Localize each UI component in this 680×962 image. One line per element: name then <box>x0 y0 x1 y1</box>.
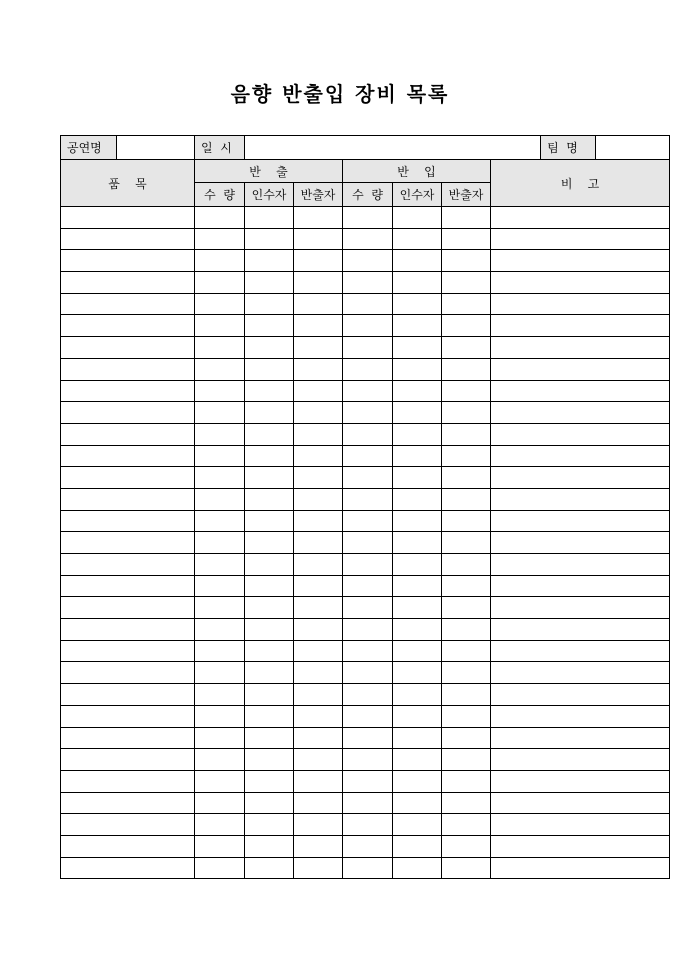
in-sender-cell[interactable] <box>442 662 491 684</box>
out-quantity-header: 수 량 <box>195 183 245 207</box>
table-row <box>61 510 670 532</box>
out-sender-cell[interactable] <box>294 727 343 749</box>
item-cell[interactable] <box>61 749 195 771</box>
in-sender-cell[interactable] <box>442 554 491 576</box>
item-cell[interactable] <box>61 423 195 445</box>
in-quantity-cell[interactable] <box>343 814 393 836</box>
remarks-cell[interactable] <box>491 467 670 489</box>
in-receiver-cell[interactable] <box>393 315 442 337</box>
out-receiver-cell[interactable] <box>245 684 294 706</box>
out-receiver-cell[interactable] <box>245 337 294 359</box>
in-quantity-cell[interactable] <box>343 228 393 250</box>
table-row <box>61 749 670 771</box>
item-cell[interactable] <box>61 814 195 836</box>
table-row <box>61 207 670 229</box>
item-cell[interactable] <box>61 293 195 315</box>
in-receiver-cell[interactable] <box>393 445 442 467</box>
out-sender-cell[interactable] <box>294 835 343 857</box>
out-quantity-cell[interactable] <box>195 727 245 749</box>
in-receiver-cell[interactable] <box>393 749 442 771</box>
in-sender-cell[interactable] <box>442 358 491 380</box>
out-quantity-cell[interactable] <box>195 554 245 576</box>
in-sender-cell[interactable] <box>442 402 491 424</box>
table-row <box>61 835 670 857</box>
out-sender-cell[interactable] <box>294 228 343 250</box>
in-sender-cell[interactable] <box>442 857 491 879</box>
item-cell[interactable] <box>61 510 195 532</box>
in-quantity-cell[interactable] <box>343 619 393 641</box>
team-field[interactable] <box>596 136 670 160</box>
item-cell[interactable] <box>61 619 195 641</box>
in-quantity-cell[interactable] <box>343 770 393 792</box>
out-quantity-cell[interactable] <box>195 575 245 597</box>
table-row <box>61 337 670 359</box>
in-quantity-cell[interactable] <box>343 315 393 337</box>
table-row <box>61 272 670 294</box>
item-cell[interactable] <box>61 358 195 380</box>
in-receiver-header: 인수자 <box>393 183 442 207</box>
in-receiver-cell[interactable] <box>393 510 442 532</box>
out-receiver-cell[interactable] <box>245 488 294 510</box>
in-quantity-cell[interactable] <box>343 445 393 467</box>
out-quantity-cell[interactable] <box>195 315 245 337</box>
info-row <box>61 136 670 160</box>
in-sender-cell[interactable] <box>442 705 491 727</box>
header-row-1 <box>61 160 670 183</box>
out-receiver-cell[interactable] <box>245 272 294 294</box>
table-row <box>61 619 670 641</box>
in-quantity-cell[interactable] <box>343 532 393 554</box>
out-sender-cell[interactable] <box>294 337 343 359</box>
in-quantity-cell[interactable] <box>343 467 393 489</box>
remarks-cell[interactable] <box>491 207 670 229</box>
table-row <box>61 792 670 814</box>
table-row <box>61 684 670 706</box>
item-cell[interactable] <box>61 250 195 272</box>
out-quantity-cell[interactable] <box>195 380 245 402</box>
out-sender-cell[interactable] <box>294 272 343 294</box>
performance-label: 공연명 <box>61 136 117 160</box>
out-quantity-cell[interactable] <box>195 423 245 445</box>
in-sender-cell[interactable] <box>442 749 491 771</box>
remarks-cell[interactable] <box>491 337 670 359</box>
table-row <box>61 705 670 727</box>
out-receiver-cell[interactable] <box>245 814 294 836</box>
in-receiver-cell[interactable] <box>393 250 442 272</box>
table-row <box>61 358 670 380</box>
table-row <box>61 857 670 879</box>
in-receiver-cell[interactable] <box>393 770 442 792</box>
performance-field[interactable] <box>117 136 195 160</box>
out-sender-cell[interactable] <box>294 770 343 792</box>
in-sender-cell[interactable] <box>442 510 491 532</box>
out-receiver-cell[interactable] <box>245 705 294 727</box>
table-row <box>61 293 670 315</box>
item-cell[interactable] <box>61 792 195 814</box>
item-cell[interactable] <box>61 835 195 857</box>
item-cell[interactable] <box>61 207 195 229</box>
table-row <box>61 423 670 445</box>
remarks-cell[interactable] <box>491 770 670 792</box>
in-sender-cell[interactable] <box>442 684 491 706</box>
out-sender-cell[interactable] <box>294 293 343 315</box>
table-row <box>61 402 670 424</box>
remarks-cell[interactable] <box>491 532 670 554</box>
in-group-header: 반 입 <box>343 160 491 183</box>
out-receiver-cell[interactable] <box>245 467 294 489</box>
team-label: 팀 명 <box>541 136 596 160</box>
out-quantity-cell[interactable] <box>195 597 245 619</box>
out-receiver-cell[interactable] <box>245 835 294 857</box>
out-sender-cell[interactable] <box>294 445 343 467</box>
page-title: 음향 반출입 장비 목록 <box>230 82 450 106</box>
out-receiver-cell[interactable] <box>245 619 294 641</box>
in-quantity-cell[interactable] <box>343 510 393 532</box>
item-cell[interactable] <box>61 272 195 294</box>
in-receiver-cell[interactable] <box>393 207 442 229</box>
in-receiver-cell[interactable] <box>393 727 442 749</box>
table-row <box>61 554 670 576</box>
out-quantity-cell[interactable] <box>195 488 245 510</box>
out-receiver-cell[interactable] <box>245 532 294 554</box>
out-quantity-cell[interactable] <box>195 770 245 792</box>
remarks-cell[interactable] <box>491 250 670 272</box>
table-row <box>61 315 670 337</box>
out-receiver-cell[interactable] <box>245 445 294 467</box>
item-header: 품 목 <box>61 160 195 207</box>
in-quantity-cell[interactable] <box>343 727 393 749</box>
item-cell[interactable] <box>61 488 195 510</box>
out-sender-cell[interactable] <box>294 207 343 229</box>
out-receiver-cell[interactable] <box>245 662 294 684</box>
out-receiver-cell[interactable] <box>245 554 294 576</box>
out-receiver-header: 인수자 <box>245 183 294 207</box>
remarks-cell[interactable] <box>491 857 670 879</box>
out-quantity-cell[interactable] <box>195 532 245 554</box>
in-receiver-cell[interactable] <box>393 814 442 836</box>
out-receiver-cell[interactable] <box>245 597 294 619</box>
in-receiver-cell[interactable] <box>393 272 442 294</box>
equipment-table <box>60 135 670 879</box>
item-cell[interactable] <box>61 857 195 879</box>
out-receiver-cell[interactable] <box>245 857 294 879</box>
out-receiver-cell[interactable] <box>245 207 294 229</box>
remarks-cell[interactable] <box>491 402 670 424</box>
in-quantity-cell[interactable] <box>343 250 393 272</box>
in-quantity-cell[interactable] <box>343 749 393 771</box>
in-receiver-cell[interactable] <box>393 640 442 662</box>
in-receiver-cell[interactable] <box>393 835 442 857</box>
out-sender-cell[interactable] <box>294 532 343 554</box>
table-row <box>61 532 670 554</box>
in-receiver-cell[interactable] <box>393 467 442 489</box>
out-quantity-cell[interactable] <box>195 640 245 662</box>
table-row <box>61 467 670 489</box>
item-cell[interactable] <box>61 705 195 727</box>
in-quantity-cell[interactable] <box>343 488 393 510</box>
in-receiver-cell[interactable] <box>393 619 442 641</box>
in-receiver-cell[interactable] <box>393 532 442 554</box>
out-receiver-cell[interactable] <box>245 293 294 315</box>
in-receiver-cell[interactable] <box>393 597 442 619</box>
item-cell[interactable] <box>61 554 195 576</box>
out-receiver-cell[interactable] <box>245 575 294 597</box>
item-cell[interactable] <box>61 597 195 619</box>
datetime-field[interactable] <box>245 136 541 160</box>
in-quantity-cell[interactable] <box>343 207 393 229</box>
table-row <box>61 228 670 250</box>
in-quantity-cell[interactable] <box>343 662 393 684</box>
out-receiver-cell[interactable] <box>245 770 294 792</box>
in-quantity-cell[interactable] <box>343 575 393 597</box>
out-quantity-cell[interactable] <box>195 250 245 272</box>
in-quantity-cell[interactable] <box>343 402 393 424</box>
remarks-cell[interactable] <box>491 488 670 510</box>
item-cell[interactable] <box>61 662 195 684</box>
out-sender-cell[interactable] <box>294 857 343 879</box>
in-quantity-cell[interactable] <box>343 640 393 662</box>
table-row <box>61 488 670 510</box>
in-receiver-cell[interactable] <box>393 554 442 576</box>
remarks-cell[interactable] <box>491 272 670 294</box>
out-sender-cell[interactable] <box>294 423 343 445</box>
item-cell[interactable] <box>61 727 195 749</box>
remarks-cell[interactable] <box>491 510 670 532</box>
datetime-label: 일 시 <box>195 136 245 160</box>
in-receiver-cell[interactable] <box>393 857 442 879</box>
out-quantity-cell[interactable] <box>195 228 245 250</box>
item-cell[interactable] <box>61 532 195 554</box>
remarks-cell[interactable] <box>491 727 670 749</box>
in-quantity-cell[interactable] <box>343 684 393 706</box>
remarks-cell[interactable] <box>491 705 670 727</box>
in-receiver-cell[interactable] <box>393 662 442 684</box>
item-cell[interactable] <box>61 228 195 250</box>
out-quantity-cell[interactable] <box>195 619 245 641</box>
out-quantity-cell[interactable] <box>195 684 245 706</box>
remarks-cell[interactable] <box>491 619 670 641</box>
remarks-cell[interactable] <box>491 662 670 684</box>
out-receiver-cell[interactable] <box>245 423 294 445</box>
in-sender-cell[interactable] <box>442 467 491 489</box>
out-sender-cell[interactable] <box>294 554 343 576</box>
out-sender-cell[interactable] <box>294 358 343 380</box>
in-receiver-cell[interactable] <box>393 684 442 706</box>
remarks-cell[interactable] <box>491 445 670 467</box>
remarks-cell[interactable] <box>491 792 670 814</box>
in-quantity-cell[interactable] <box>343 835 393 857</box>
in-sender-cell[interactable] <box>442 488 491 510</box>
table-row <box>61 597 670 619</box>
in-receiver-cell[interactable] <box>393 380 442 402</box>
out-sender-cell[interactable] <box>294 684 343 706</box>
in-sender-cell[interactable] <box>442 619 491 641</box>
in-receiver-cell[interactable] <box>393 575 442 597</box>
out-quantity-cell[interactable] <box>195 662 245 684</box>
in-sender-cell[interactable] <box>442 445 491 467</box>
remarks-cell[interactable] <box>491 293 670 315</box>
in-receiver-cell[interactable] <box>393 293 442 315</box>
remarks-cell[interactable] <box>491 358 670 380</box>
out-receiver-cell[interactable] <box>245 315 294 337</box>
out-sender-cell[interactable] <box>294 250 343 272</box>
table-row <box>61 445 670 467</box>
in-quantity-cell[interactable] <box>343 358 393 380</box>
in-quantity-cell[interactable] <box>343 380 393 402</box>
item-cell[interactable] <box>61 640 195 662</box>
table-row <box>61 575 670 597</box>
out-sender-cell[interactable] <box>294 705 343 727</box>
item-cell[interactable] <box>61 337 195 359</box>
in-sender-cell[interactable] <box>442 293 491 315</box>
out-sender-cell[interactable] <box>294 640 343 662</box>
in-quantity-cell[interactable] <box>343 792 393 814</box>
remarks-cell[interactable] <box>491 315 670 337</box>
remarks-cell[interactable] <box>491 684 670 706</box>
remarks-cell[interactable] <box>491 597 670 619</box>
out-quantity-cell[interactable] <box>195 293 245 315</box>
remarks-cell[interactable] <box>491 835 670 857</box>
table-row <box>61 640 670 662</box>
out-sender-cell[interactable] <box>294 510 343 532</box>
in-receiver-cell[interactable] <box>393 228 442 250</box>
in-receiver-cell[interactable] <box>393 337 442 359</box>
in-receiver-cell[interactable] <box>393 423 442 445</box>
remarks-cell[interactable] <box>491 554 670 576</box>
out-receiver-cell[interactable] <box>245 228 294 250</box>
out-quantity-cell[interactable] <box>195 749 245 771</box>
out-sender-header: 반출자 <box>294 183 343 207</box>
in-sender-cell[interactable] <box>442 315 491 337</box>
in-sender-cell[interactable] <box>442 575 491 597</box>
out-quantity-cell[interactable] <box>195 814 245 836</box>
remarks-cell[interactable] <box>491 228 670 250</box>
out-quantity-cell[interactable] <box>195 337 245 359</box>
item-cell[interactable] <box>61 402 195 424</box>
out-quantity-cell[interactable] <box>195 402 245 424</box>
item-cell[interactable] <box>61 575 195 597</box>
in-sender-cell[interactable] <box>442 532 491 554</box>
in-sender-cell[interactable] <box>442 228 491 250</box>
out-receiver-cell[interactable] <box>245 640 294 662</box>
out-quantity-cell[interactable] <box>195 207 245 229</box>
out-sender-cell[interactable] <box>294 597 343 619</box>
in-receiver-cell[interactable] <box>393 792 442 814</box>
out-quantity-cell[interactable] <box>195 467 245 489</box>
remarks-header: 비 고 <box>491 160 670 207</box>
item-cell[interactable] <box>61 445 195 467</box>
table-row <box>61 727 670 749</box>
out-receiver-cell[interactable] <box>245 727 294 749</box>
out-quantity-cell[interactable] <box>195 272 245 294</box>
out-sender-cell[interactable] <box>294 467 343 489</box>
item-cell[interactable] <box>61 315 195 337</box>
out-sender-cell[interactable] <box>294 662 343 684</box>
in-sender-cell[interactable] <box>442 380 491 402</box>
out-receiver-cell[interactable] <box>245 402 294 424</box>
in-quantity-cell[interactable] <box>343 857 393 879</box>
table-row <box>61 814 670 836</box>
remarks-cell[interactable] <box>491 423 670 445</box>
out-receiver-cell[interactable] <box>245 510 294 532</box>
in-quantity-cell[interactable] <box>343 554 393 576</box>
out-quantity-cell[interactable] <box>195 705 245 727</box>
out-receiver-cell[interactable] <box>245 792 294 814</box>
item-cell[interactable] <box>61 684 195 706</box>
in-sender-header: 반출자 <box>442 183 491 207</box>
in-sender-cell[interactable] <box>442 250 491 272</box>
in-quantity-cell[interactable] <box>343 293 393 315</box>
in-sender-cell[interactable] <box>442 207 491 229</box>
table-row <box>61 250 670 272</box>
in-receiver-cell[interactable] <box>393 358 442 380</box>
out-receiver-cell[interactable] <box>245 749 294 771</box>
in-receiver-cell[interactable] <box>393 705 442 727</box>
in-quantity-cell[interactable] <box>343 272 393 294</box>
out-quantity-cell[interactable] <box>195 445 245 467</box>
out-sender-cell[interactable] <box>294 749 343 771</box>
out-sender-cell[interactable] <box>294 814 343 836</box>
item-cell[interactable] <box>61 770 195 792</box>
out-receiver-cell[interactable] <box>245 380 294 402</box>
in-quantity-cell[interactable] <box>343 705 393 727</box>
item-cell[interactable] <box>61 380 195 402</box>
remarks-cell[interactable] <box>491 640 670 662</box>
out-sender-cell[interactable] <box>294 488 343 510</box>
out-group-header: 반 출 <box>195 160 343 183</box>
in-quantity-cell[interactable] <box>343 423 393 445</box>
in-receiver-cell[interactable] <box>393 488 442 510</box>
in-quantity-cell[interactable] <box>343 597 393 619</box>
remarks-cell[interactable] <box>491 575 670 597</box>
in-sender-cell[interactable] <box>442 770 491 792</box>
in-sender-cell[interactable] <box>442 337 491 359</box>
in-sender-cell[interactable] <box>442 835 491 857</box>
out-receiver-cell[interactable] <box>245 250 294 272</box>
out-receiver-cell[interactable] <box>245 358 294 380</box>
remarks-cell[interactable] <box>491 749 670 771</box>
item-cell[interactable] <box>61 467 195 489</box>
out-sender-cell[interactable] <box>294 792 343 814</box>
in-sender-cell[interactable] <box>442 272 491 294</box>
table-row <box>61 770 670 792</box>
in-sender-cell[interactable] <box>442 597 491 619</box>
in-quantity-header: 수 량 <box>343 183 393 207</box>
out-quantity-cell[interactable] <box>195 792 245 814</box>
in-receiver-cell[interactable] <box>393 402 442 424</box>
in-quantity-cell[interactable] <box>343 337 393 359</box>
remarks-cell[interactable] <box>491 814 670 836</box>
table-row <box>61 380 670 402</box>
out-quantity-cell[interactable] <box>195 510 245 532</box>
table-row <box>61 662 670 684</box>
in-sender-cell[interactable] <box>442 423 491 445</box>
in-sender-cell[interactable] <box>442 640 491 662</box>
out-sender-cell[interactable] <box>294 402 343 424</box>
out-sender-cell[interactable] <box>294 380 343 402</box>
out-sender-cell[interactable] <box>294 315 343 337</box>
in-sender-cell[interactable] <box>442 792 491 814</box>
in-sender-cell[interactable] <box>442 814 491 836</box>
out-quantity-cell[interactable] <box>195 857 245 879</box>
in-sender-cell[interactable] <box>442 727 491 749</box>
out-sender-cell[interactable] <box>294 575 343 597</box>
out-quantity-cell[interactable] <box>195 358 245 380</box>
out-sender-cell[interactable] <box>294 619 343 641</box>
out-quantity-cell[interactable] <box>195 835 245 857</box>
remarks-cell[interactable] <box>491 380 670 402</box>
